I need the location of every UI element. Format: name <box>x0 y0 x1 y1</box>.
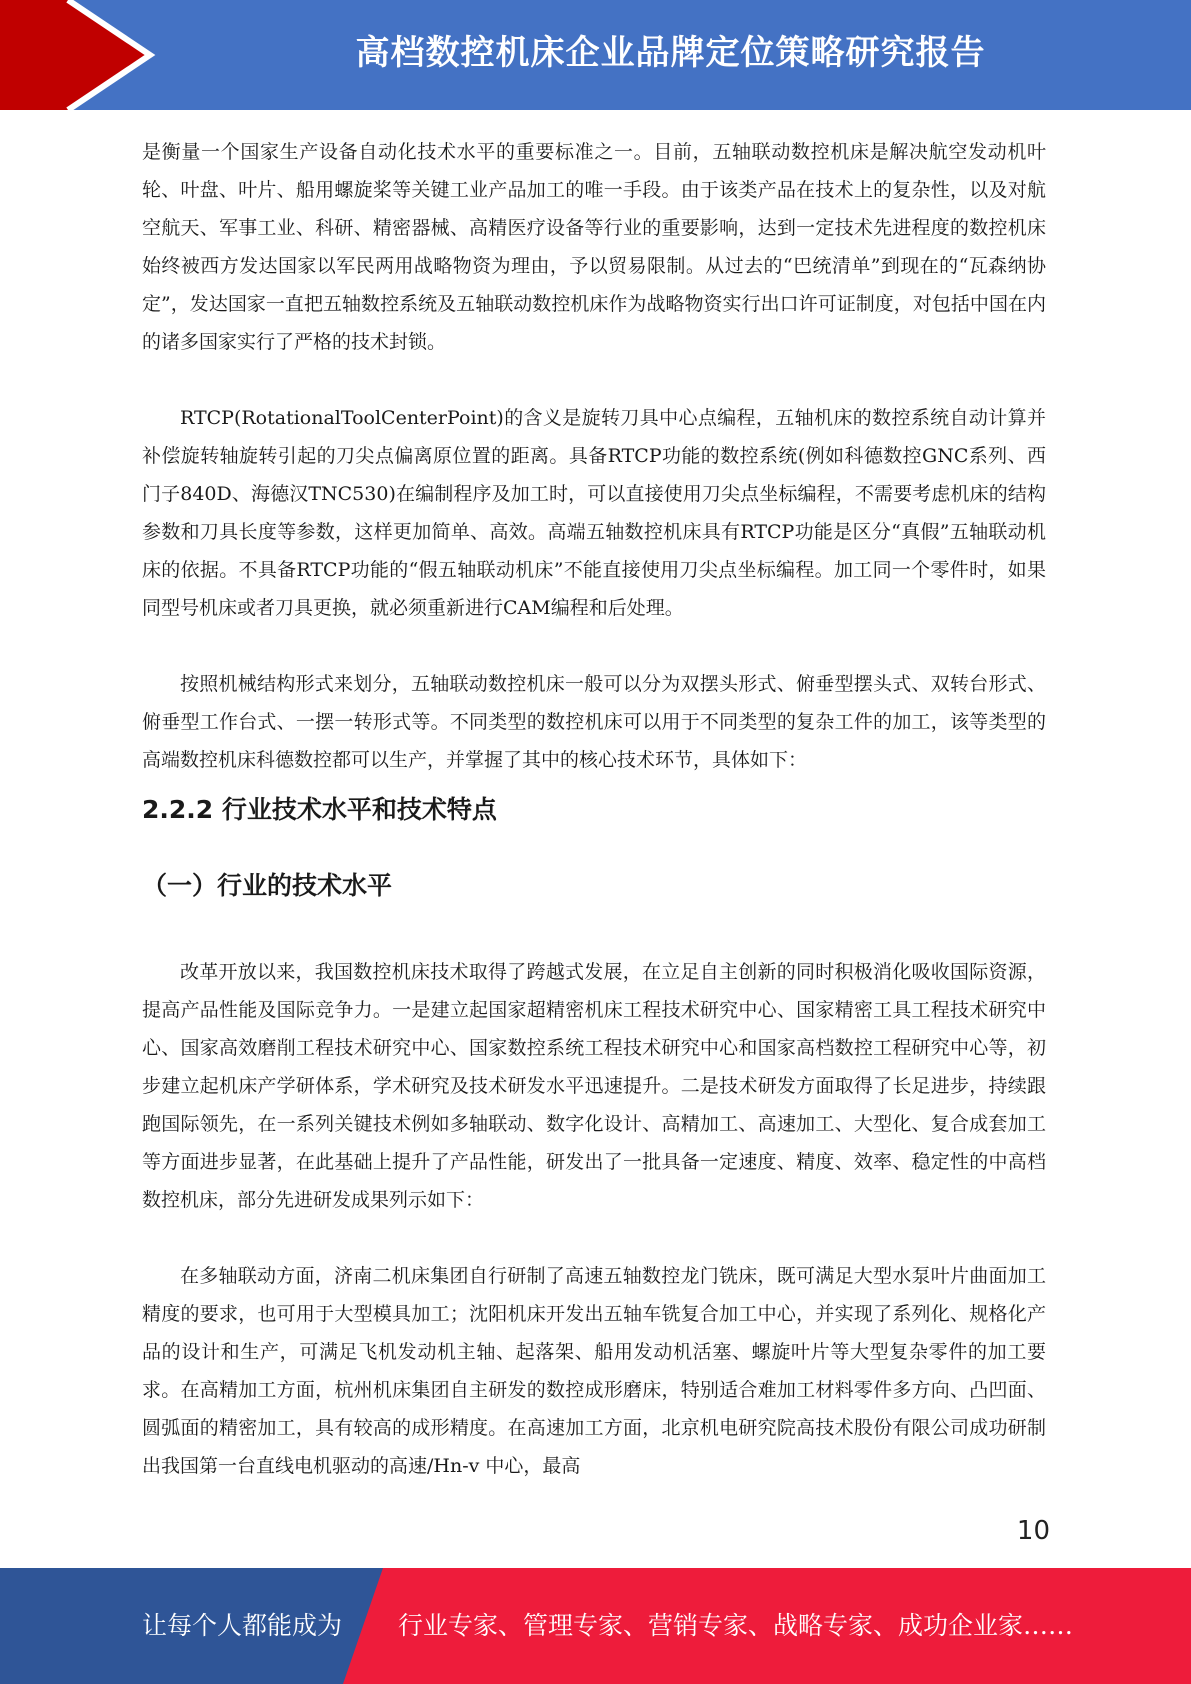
footer-slogan-left: 让每个人都能成为 <box>142 1611 343 1640</box>
paragraph-structure-types: 按照机械结构形式来划分，五轴联动数控机床一般可以分为双摆头形式、俯垂型摆头式、双转台形式、俯垂型工作台式、一摆一转形式等。不同类型的数控机床可以用于不同类型的复杂工件的加工，该等类型的高端数控机床科德数控都可以生产，并掌握了其中的核心技术环节，具体如下： <box>142 673 1046 771</box>
subsection-heading: （一）行业的技术水平 <box>142 871 393 900</box>
footer-slogan-right: 行业专家、管理专家、营销专家、战略专家、成功企业家…… <box>398 1611 1074 1640</box>
paragraph-tech-level: 改革开放以来，我国数控机床技术取得了跨越式发展，在立足自主创新的同时积极消化吸收国际资源，提高产品性能及国际竞争力。一是建立起国家超精密机床工程技术研究中心、国家精密工具工程技术研究中心、国家高效磨削工程技术研究中心、国家数控系统工程技术研究中心和国家高档数控工程研究中心等，初步建立起机床产学研体系，学术研究及技术研发水平迅速提升。二是技术研发方面取得了长足进步，持续跟跑国际领先，在一系列关键技术例如多轴联动、数字化设计、高精加工、高速加工、大型化、复合成套加工等方面进步显著，在此基础上提升了产品性能，研发出了一批具备一定速度、精度、效率、稳定性的中高档数控机床，部分先进研发成果列示如下： <box>142 961 1046 1211</box>
report-title: 高档数控机床企业品牌定位策略研究报告 <box>355 33 986 73</box>
page-header <box>0 0 1191 110</box>
section-heading: 2.2.2 行业技术水平和技术特点 <box>142 795 497 824</box>
paragraph-rtcp: RTCP(RotationalToolCenterPoint)的含义是旋转刀具中心点编程，五轴机床的数控系统自动计算并补偿旋转轴旋转引起的刀尖点偏离原位置的距离。具备RTCP功能的数控系统(例如科德数控GNC系列、西门子840D、海德汉TNC530)在编制程序及加工时，可以直接使用刀尖点坐标编程，不需要考虑机床的结构参数和刀具长度等参数，这样更加简单、高效。高端五轴数控机床具有RTCP功能是区分“真假”五轴联动机床的依据。不具备RTCP功能的“假五轴联动机床”不能直接使用刀尖点坐标编程。加工同一个零件时，如果同型号机床或者刀具更换，就必须重新进行CAM编程和后处理。 <box>142 407 1046 619</box>
page-footer <box>0 1568 1191 1684</box>
page-number: 10 <box>1016 1516 1050 1546</box>
paragraph-multi-axis: 在多轴联动方面，济南二机床集团自行研制了高速五轴数控龙门铣床，既可满足大型水泵叶片曲面加工精度的要求，也可用于大型模具加工；沈阳机床开发出五轴车铣复合加工中心，并实现了系列化、规格化产品的设计和生产，可满足飞机发动机主轴、起落架、船用发动机活塞、螺旋叶片等大型复杂零件的加工要求。在高精加工方面，杭州机床集团自主研发的数控成形磨床，特别适合难加工材料零件多方向、凸凹面、圆弧面的精密加工，具有较高的成形精度。在高速加工方面，北京机电研究院高技术股份有限公司成功研制出我国第一台直线电机驱动的高速/Hn-v 中心，最高 <box>142 1265 1046 1477</box>
paragraph-continuation: 是衡量一个国家生产设备自动化技术水平的重要标准之一。目前，五轴联动数控机床是解决航空发动机叶轮、叶盘、叶片、船用螺旋桨等关键工业产品加工的唯一手段。由于该类产品在技术上的复杂性，以及对航空航天、军事工业、科研、精密器械、高精医疗设备等行业的重要影响，达到一定技术先进程度的数控机床始终被西方发达国家以军民两用战略物资为理由，予以贸易限制。从过去的“巴统清单”到现在的“瓦森纳协定”，发达国家一直把五轴数控系统及五轴联动数控机床作为战略物资实行出口许可证制度，对包括中国在内的诸多国家实行了严格的技术封锁。 <box>142 141 1046 353</box>
document-body <box>142 133 1046 1485</box>
